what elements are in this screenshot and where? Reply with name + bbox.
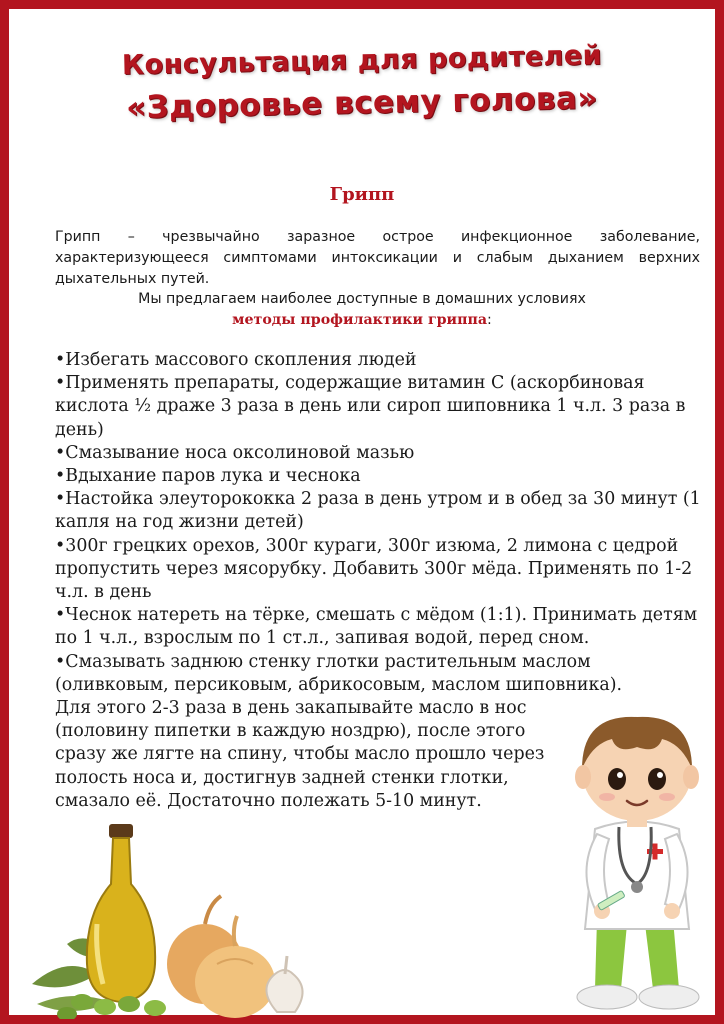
- methods-suffix: :: [487, 312, 492, 328]
- methods-label: методы профилактики гриппа: [232, 312, 488, 328]
- oil-onion-garlic-illustration: [27, 824, 327, 1019]
- title-line-2: «Здоровье всему голова»: [125, 80, 599, 126]
- doctor-boy-illustration: [557, 699, 717, 1017]
- list-item: •300г грецких орехов, 300г кураги, 300г изюма, 2 лимона с цедрой пропустить через мясорубку. Добавить 300г мёда. Применять по 1-2 ч.л. в день: [55, 535, 693, 603]
- intro-line-2: Мы предлагаем наиболее доступные в домашних условиях: [138, 291, 586, 307]
- list-item: •Чеснок натереть на тёрке, смешать с мёдом (1:1). Принимать детям по 1 ч.л., взрослым по 1 ст.л., запивая водой, перед сном.: [55, 605, 698, 649]
- intro-paragraph: Грипп – чрезвычайно заразное острое инфекционное заболевание, характеризующееся симптомами интоксикации и слабым дыханием верхних дыхательных путей.: [55, 229, 700, 287]
- list-item-tail: Для этого 2-3 раза в день закапывайте масло в нос (половину пипетки в каждую ноздрю), после этого сразу же лягте на спину, чтобы масло прошло через полость носа и, достигнув задней стенки глотки, смазало её. Достаточно полежать 5-10 минут.: [55, 698, 545, 811]
- list-item: •Настойка элеуторококка 2 раза в день утром и в обед за 30 минут (1 капля на год жизни детей): [55, 489, 701, 533]
- methods-heading: [9, 310, 715, 331]
- list-item: •Смазывание носа оксолиновой мазью: [55, 442, 415, 463]
- list-item: •Избегать массового скопления людей: [55, 350, 417, 370]
- section-heading: Грипп: [329, 184, 395, 205]
- list-item: •Применять препараты, содержащие витамин С (аскорбиновая кислота ½ драже 3 раза в день или сироп шиповника 1 ч.л. 3 раза в день): [55, 373, 686, 440]
- title-line-1: Консультация для родителей: [121, 39, 603, 82]
- list-item: •Вдыхание паров лука и чеснока: [55, 466, 361, 487]
- list-item: •Смазывать заднюю стенку глотки растительным маслом (оливковым, персиковым, абрикосовым, маслом шиповника).: [55, 651, 623, 695]
